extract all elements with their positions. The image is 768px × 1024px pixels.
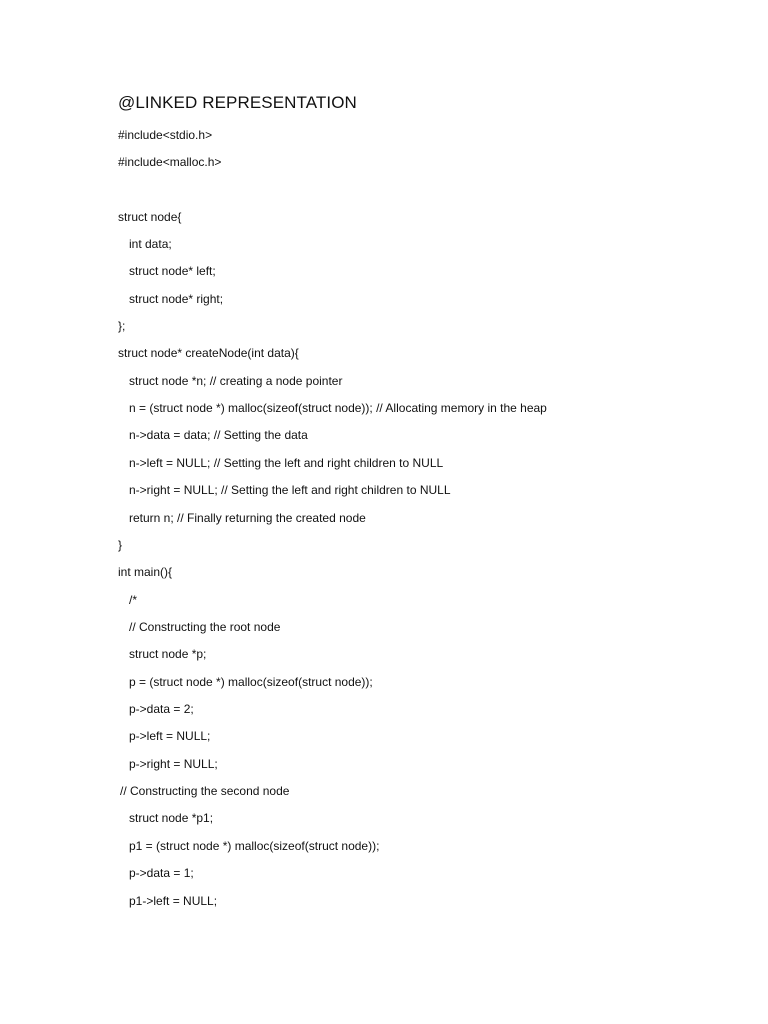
code-line: // Constructing the root node: [129, 620, 281, 634]
code-line: struct node *n; // creating a node pointer: [129, 374, 343, 388]
code-line: p->data = 2;: [129, 702, 194, 716]
code-line: p->left = NULL;: [129, 729, 211, 743]
code-line: struct node* left;: [129, 264, 216, 278]
code-line: p1->left = NULL;: [129, 894, 218, 908]
code-line: int data;: [129, 237, 172, 251]
code-line: n->left = NULL; // Setting the left and right children to NULL: [129, 456, 444, 470]
code-line: p->data = 1;: [129, 866, 194, 880]
code-line: struct node* right;: [129, 292, 224, 306]
code-line: n->right = NULL; // Setting the left and right children to NULL: [129, 483, 451, 497]
code-line: /*: [129, 593, 138, 607]
code-line: }: [118, 538, 123, 552]
code-line: };: [118, 319, 126, 333]
code-line: n->data = data; // Setting the data: [129, 428, 308, 442]
code-line: #include<malloc.h>: [118, 155, 222, 169]
code-line: // Constructing the second node: [120, 784, 290, 798]
code-line: struct node{: [118, 210, 182, 224]
code-line: struct node *p;: [129, 647, 207, 661]
code-line: p->right = NULL;: [129, 757, 218, 771]
code-line: n = (struct node *) malloc(sizeof(struct node)); // Allocating memory in the heap: [129, 401, 547, 415]
code-line: struct node *p1;: [129, 811, 214, 825]
document-title: @LINKED REPRESENTATION: [118, 93, 357, 112]
code-line: return n; // Finally returning the created node: [129, 511, 366, 525]
code-line: p = (struct node *) malloc(sizeof(struct node));: [129, 675, 373, 689]
code-line: #include<stdio.h>: [118, 128, 213, 142]
code-line: p1 = (struct node *) malloc(sizeof(struct node));: [129, 839, 380, 853]
code-line: struct node* createNode(int data){: [118, 346, 299, 360]
code-line: int main(){: [118, 565, 173, 579]
